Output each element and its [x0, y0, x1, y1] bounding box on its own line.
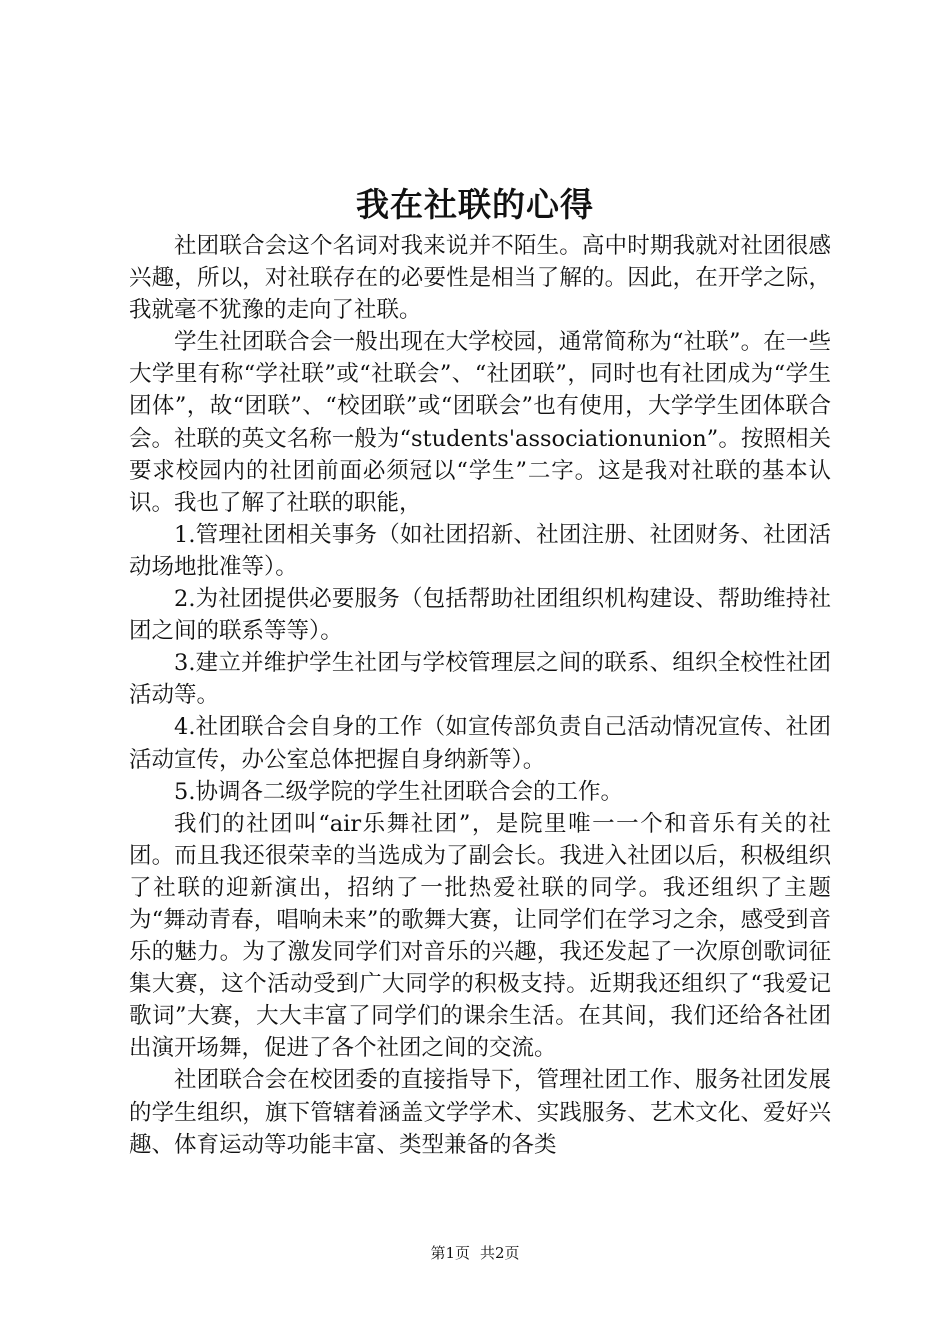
- list-item-paragraph: 4.社团联合会自身的工作（如宣传部负责自己活动情况宣传、社团活动宣传，办公室总体把握自身纳新等）。: [129, 714, 831, 773]
- paragraph: 社团联合会在校团委的直接指导下，管理社团工作、服务社团发展的学生组织，旗下管辖着涵盖文学学术、实践服务、艺术文化、爱好兴趣、体育运动等功能丰富、类型兼备的各类: [129, 1067, 831, 1158]
- page-total: 共2页: [480, 1244, 520, 1262]
- document-body: [129, 230, 831, 1161]
- page-number: 第1页: [430, 1244, 470, 1262]
- list-item-paragraph: 3.建立并维护学生社团与学校管理层之间的联系、组织全校性社团活动等。: [129, 650, 831, 709]
- paragraph: 社团联合会这个名词对我来说并不陌生。高中时期我就对社团很感兴趣，所以，对社联存在的必要性是相当了解的。因此，在开学之际，我就毫不犹豫的走向了社联。: [129, 233, 831, 324]
- document-title: 我在社联的心得: [356, 185, 594, 224]
- list-item-paragraph: 5.协调各二级学院的学生社团联合会的工作。: [174, 778, 623, 805]
- list-item-paragraph: 1.管理社团相关事务（如社团招新、社团注册、社团财务、社团活动场地批准等）。: [129, 521, 831, 580]
- paragraph: 学生社团联合会一般出现在大学校园，通常简称为“社联”。在一些大学里有称“学社联”或“社联会”、“社团联”，同时也有社团成为“学生团体”，故“团联”、“校团联”或“团联会”也有使用，大学学生团体联合会。社联的英文名称一般为“students'associationunion”。按照相关要求校园内的社团前面必须冠以“学生”二字。这是我对社联的基本认识。我也了解了社联的职能，: [129, 329, 831, 516]
- list-item-paragraph: 2.为社团提供必要服务（包括帮助社团组织机构建设、帮助维持社团之间的联系等等）。: [129, 586, 831, 645]
- page-footer: [0, 1243, 950, 1263]
- paragraph: 我们的社团叫“air乐舞社团”，是院里唯一一个和音乐有关的社团。而且我还很荣幸的当选成为了副会长。我进入社团以后，积极组织了社联的迎新演出，招纳了一批热爱社联的同学。我还组织了主题为“舞动青春，唱响未来”的歌舞大赛，让同学们在学习之余，感受到音乐的魅力。为了激发同学们对音乐的兴趣，我还发起了一次原创歌词征集大赛，这个活动受到广大同学的积极支持。近期我还组织了“我爱记歌词”大赛，大大丰富了同学们的课余生活。在其间，我们还给各社团出演开场舞，促进了各个社团之间的交流。: [129, 810, 831, 1062]
